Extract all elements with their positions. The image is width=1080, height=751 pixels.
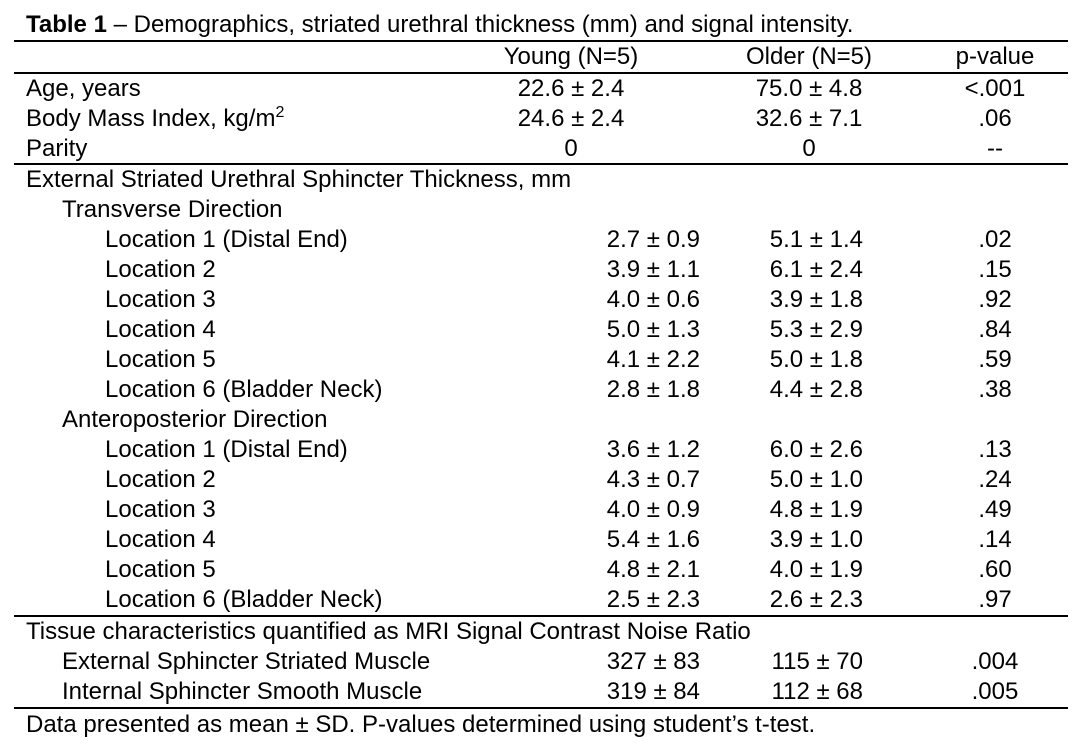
cell-young-tissue-1: 327 ± 83 [606, 648, 700, 675]
row-label-ap-6: Location 6 (Bladder Neck) [105, 586, 383, 613]
section-title-thickness: External Striated Urethral Sphincter Thickness, mm [26, 166, 572, 193]
cell-young-ap-4: 5.4 ± 1.6 [606, 526, 700, 553]
bmi-superscript: 2 [275, 104, 285, 121]
cell-young-transverse-1: 2.7 ± 0.9 [606, 226, 700, 253]
row-label-parity: Parity [26, 135, 88, 162]
row-label-tissue-2: Internal Sphincter Smooth Muscle [62, 678, 423, 705]
cell-older-age: 75.0 ± 4.8 [755, 75, 863, 102]
row-label-tissue-1: External Sphincter Striated Muscle [62, 648, 431, 675]
row-label-ap-5: Location 5 [105, 556, 216, 583]
row-label-transverse-3: Location 3 [105, 286, 216, 313]
cell-p-parity: -- [987, 135, 1003, 162]
cell-older-tissue-2: 112 ± 68 [771, 678, 863, 705]
cell-older-ap-4: 3.9 ± 1.0 [769, 526, 863, 553]
row-label-bmi [26, 104, 284, 134]
cell-p-transverse-3: .92 [978, 286, 1012, 313]
subsection-title-anteroposterior: Anteroposterior Direction [62, 406, 328, 433]
cell-older-transverse-1: 5.1 ± 1.4 [769, 226, 863, 253]
cell-older-transverse-3: 3.9 ± 1.8 [769, 286, 863, 313]
cell-older-bmi: 32.6 ± 7.1 [755, 105, 863, 132]
cell-young-tissue-2: 319 ± 84 [606, 678, 700, 705]
cell-young-transverse-2: 3.9 ± 1.1 [606, 256, 700, 283]
cell-young-ap-1: 3.6 ± 1.2 [606, 436, 700, 463]
row-label-ap-2: Location 2 [105, 466, 216, 493]
row-label-transverse-5: Location 5 [105, 346, 216, 373]
cell-p-bmi: .06 [978, 105, 1012, 132]
cell-young-ap-3: 4.0 ± 0.9 [606, 496, 700, 523]
cell-p-ap-1: .13 [978, 436, 1012, 463]
cell-older-ap-2: 5.0 ± 1.0 [769, 466, 863, 493]
table-caption [26, 10, 853, 40]
row-label-transverse-4: Location 4 [105, 316, 216, 343]
cell-older-transverse-4: 5.3 ± 2.9 [769, 316, 863, 343]
row-label-transverse-1: Location 1 (Distal End) [105, 226, 348, 253]
table-footnote: Data presented as mean ± SD. P-values determined using student’s t-test. [26, 711, 816, 738]
row-label-age: Age, years [26, 75, 141, 102]
row-label-transverse-2: Location 2 [105, 256, 216, 283]
rule-bottom [14, 707, 1068, 709]
cell-older-ap-1: 6.0 ± 2.6 [769, 436, 863, 463]
table-number: Table 1 [26, 11, 107, 38]
cell-older-ap-3: 4.8 ± 1.9 [769, 496, 863, 523]
bmi-label-text: Body Mass Index, kg/m [26, 105, 276, 132]
cell-p-tissue-2: .005 [971, 678, 1019, 705]
cell-p-transverse-4: .84 [978, 316, 1012, 343]
cell-p-transverse-6: .38 [978, 376, 1012, 403]
cell-p-ap-3: .49 [978, 496, 1012, 523]
cell-older-transverse-6: 4.4 ± 2.8 [769, 376, 863, 403]
cell-older-transverse-2: 6.1 ± 2.4 [769, 256, 863, 283]
cell-young-parity: 0 [564, 135, 578, 162]
cell-young-transverse-4: 5.0 ± 1.3 [606, 316, 700, 343]
cell-older-transverse-5: 5.0 ± 1.8 [769, 346, 863, 373]
cell-p-age: <.001 [964, 75, 1026, 102]
column-header-young: Young (N=5) [503, 43, 639, 70]
cell-p-ap-5: .60 [978, 556, 1012, 583]
cell-young-transverse-6: 2.8 ± 1.8 [606, 376, 700, 403]
cell-p-ap-6: .97 [978, 586, 1012, 613]
cell-p-tissue-1: .004 [971, 648, 1019, 675]
cell-older-ap-6: 2.6 ± 2.3 [769, 586, 863, 613]
cell-young-ap-5: 4.8 ± 2.1 [606, 556, 700, 583]
cell-p-transverse-1: .02 [978, 226, 1012, 253]
cell-older-parity: 0 [802, 135, 816, 162]
section-title-tissue: Tissue characteristics quantified as MRI Signal Contrast Noise Ratio [26, 618, 751, 645]
column-header-pvalue: p-value [955, 43, 1035, 70]
cell-young-ap-2: 4.3 ± 0.7 [606, 466, 700, 493]
column-header-older: Older (N=5) [745, 43, 873, 70]
row-label-ap-4: Location 4 [105, 526, 216, 553]
cell-young-bmi: 24.6 ± 2.4 [517, 105, 625, 132]
cell-older-tissue-1: 115 ± 70 [771, 648, 863, 675]
cell-p-transverse-2: .15 [978, 256, 1012, 283]
table-caption-text: – Demographics, striated urethral thickness (mm) and signal intensity. [106, 11, 854, 38]
cell-p-ap-4: .14 [978, 526, 1012, 553]
cell-young-ap-6: 2.5 ± 2.3 [606, 586, 700, 613]
cell-young-transverse-3: 4.0 ± 0.6 [606, 286, 700, 313]
row-label-ap-3: Location 3 [105, 496, 216, 523]
cell-older-ap-5: 4.0 ± 1.9 [769, 556, 863, 583]
cell-p-ap-2: .24 [978, 466, 1012, 493]
cell-young-transverse-5: 4.1 ± 2.2 [606, 346, 700, 373]
cell-p-transverse-5: .59 [978, 346, 1012, 373]
row-label-transverse-6: Location 6 (Bladder Neck) [105, 376, 383, 403]
cell-young-age: 22.6 ± 2.4 [517, 75, 625, 102]
row-label-ap-1: Location 1 (Distal End) [105, 436, 348, 463]
subsection-title-transverse: Transverse Direction [62, 196, 283, 223]
